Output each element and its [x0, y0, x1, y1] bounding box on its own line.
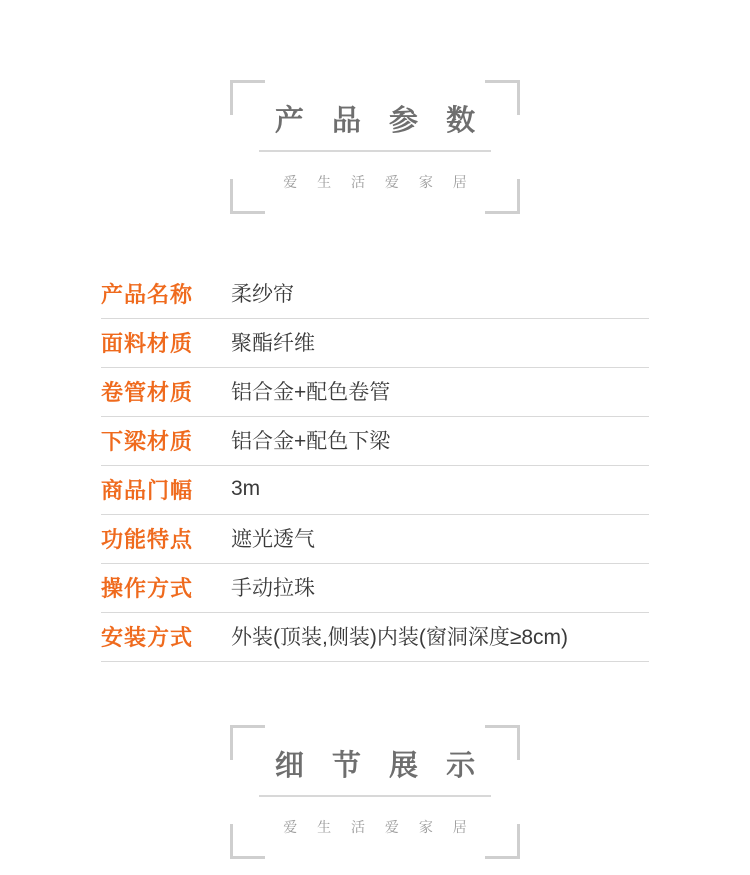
spec-label: 功能特点: [101, 526, 194, 552]
spec-value: 柔纱帘: [231, 283, 294, 307]
table-row: [101, 612, 649, 661]
spec-value: 外装(顶装,侧装)内装(窗洞深度≥8cm): [231, 626, 569, 650]
table-row: [101, 514, 649, 563]
table-row: [101, 563, 649, 612]
product-params-header-inner: [230, 80, 520, 214]
table-row: [101, 367, 649, 416]
product-params-title: 产 品 参 数: [274, 105, 486, 137]
detail-display-header-inner: [230, 725, 520, 859]
detail-display-title: 细 节 展 示: [274, 750, 486, 782]
spec-label: 产品名称: [101, 281, 194, 307]
table-row: [101, 318, 649, 367]
spec-value: 铝合金+配色卷管: [231, 381, 391, 405]
table-row: [101, 416, 649, 465]
spec-label: 下梁材质: [101, 428, 194, 454]
spec-label: 操作方式: [101, 575, 194, 601]
detail-display-subtitle: 爱 生 活 爱 家 居: [283, 818, 475, 835]
spec-label: 卷管材质: [101, 379, 194, 405]
detail-display-divider: [259, 795, 491, 797]
spec-value: 遮光透气: [231, 528, 315, 552]
table-row: [101, 270, 649, 319]
spec-value: 3m: [231, 477, 261, 501]
spec-label: 商品门幅: [101, 477, 194, 503]
product-params-divider: [259, 150, 491, 152]
spec-value: 手动拉珠: [231, 577, 315, 601]
spec-value: 铝合金+配色下梁: [231, 430, 391, 454]
detail-display-header: [230, 725, 520, 859]
table-row: [101, 465, 649, 514]
product-params-header: [230, 80, 520, 214]
product-spec-table: [101, 270, 649, 662]
product-params-subtitle: 爱 生 活 爱 家 居: [283, 173, 475, 190]
spec-label: 安装方式: [101, 624, 194, 650]
spec-label: 面料材质: [101, 330, 194, 356]
spec-value: 聚酯纤维: [231, 332, 315, 356]
